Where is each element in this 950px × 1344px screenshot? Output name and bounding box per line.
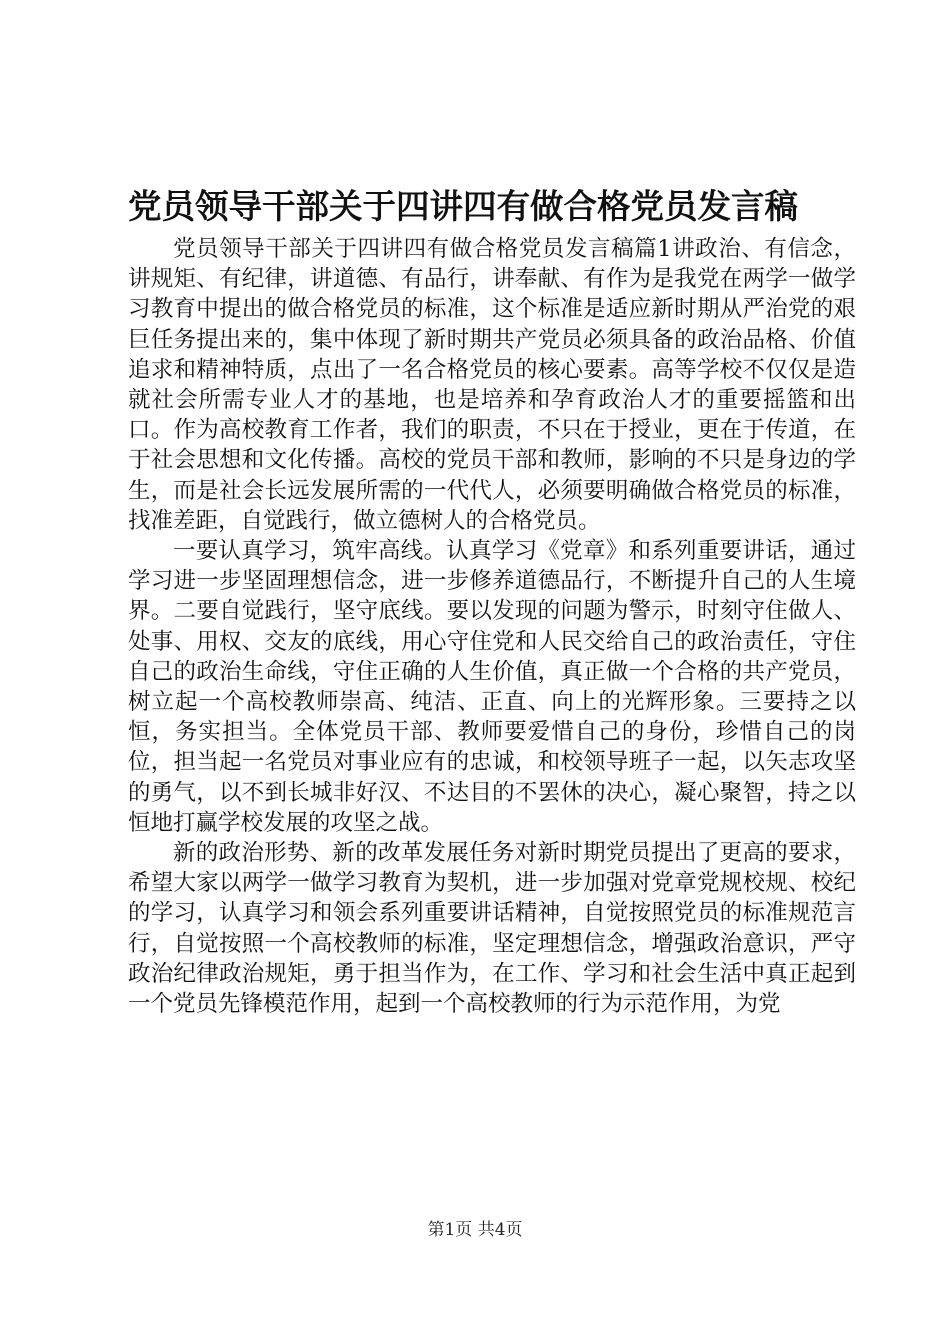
- document-title: 党员领导干部关于四讲四有做合格党员发言稿: [128, 187, 798, 226]
- body-paragraph-2: 一要认真学习，筑牢高线。认真学习《党章》和系列重要讲话，通过学习进一步坚固理想信念，进一步修养道德品行，不断提升自己的人生境界。二要自觉践行，坚守底线。要以发现的问题为警示，时刻守住做人、处事、用权、交友的底线，用心守住党和人民交给自己的政治责任，守住自己的政治生命线，守住正确的人生价值，真正做一个合格的共产党员，树立起一个高校教师崇高、纯洁、正直、向上的光辉形象。三要持之以恒，务实担当。全体党员干部、教师要爱惜自己的身份，珍惜自己的岗位，担当起一名党员对事业应有的忠诚，和校领导班子一起，以矢志攻坚的勇气，以不到长城非好汉、不达目的不罢休的决心，凝心聚智，持之以恒地打赢学校发展的攻坚之战。: [128, 538, 856, 836]
- body-paragraph-3: 新的政治形势、新的改革发展任务对新时期党员提出了更高的要求，希望大家以两学一做学习教育为契机，进一步加强对党章党规校规、校纪的学习，认真学习和领会系列重要讲话精神，自觉按照党员的标准规范言行，自觉按照一个高校教师的标准，坚定理想信念，增强政治意识，严守政治纪律政治规矩，勇于担当作为，在工作、学习和社会生活中真正起到一个党员先锋模范作用，起到一个高校教师的行为示范作用，为党: [128, 840, 856, 1018]
- page-number-footer: 第1页 共4页: [427, 1220, 523, 1240]
- document-body: [128, 234, 856, 1019]
- body-paragraph-1: 党员领导干部关于四讲四有做合格党员发言稿篇1讲政治、有信念，讲规矩、有纪律，讲道德、有品行，讲奉献、有作为是我党在两学一做学习教育中提出的做合格党员的标准，这个标准是适应新时期从严治党的艰巨任务提出来的，集中体现了新时期共产党员必须具备的政治品格、价值追求和精神特质，点出了一名合格党员的核心要素。高等学校不仅仅是造就社会所需专业人才的基地，也是培养和孕育政治人才的重要摇篮和出口。作为高校教育工作者，我们的职责，不只在于授业，更在于传道，在于社会思想和文化传播。高校的党员干部和教师，影响的不只是身边的学生，而是社会长远发展所需的一代代人，必须要明确做合格党员的标准，找准差距，自觉践行，做立德树人的合格党员。: [128, 236, 856, 534]
